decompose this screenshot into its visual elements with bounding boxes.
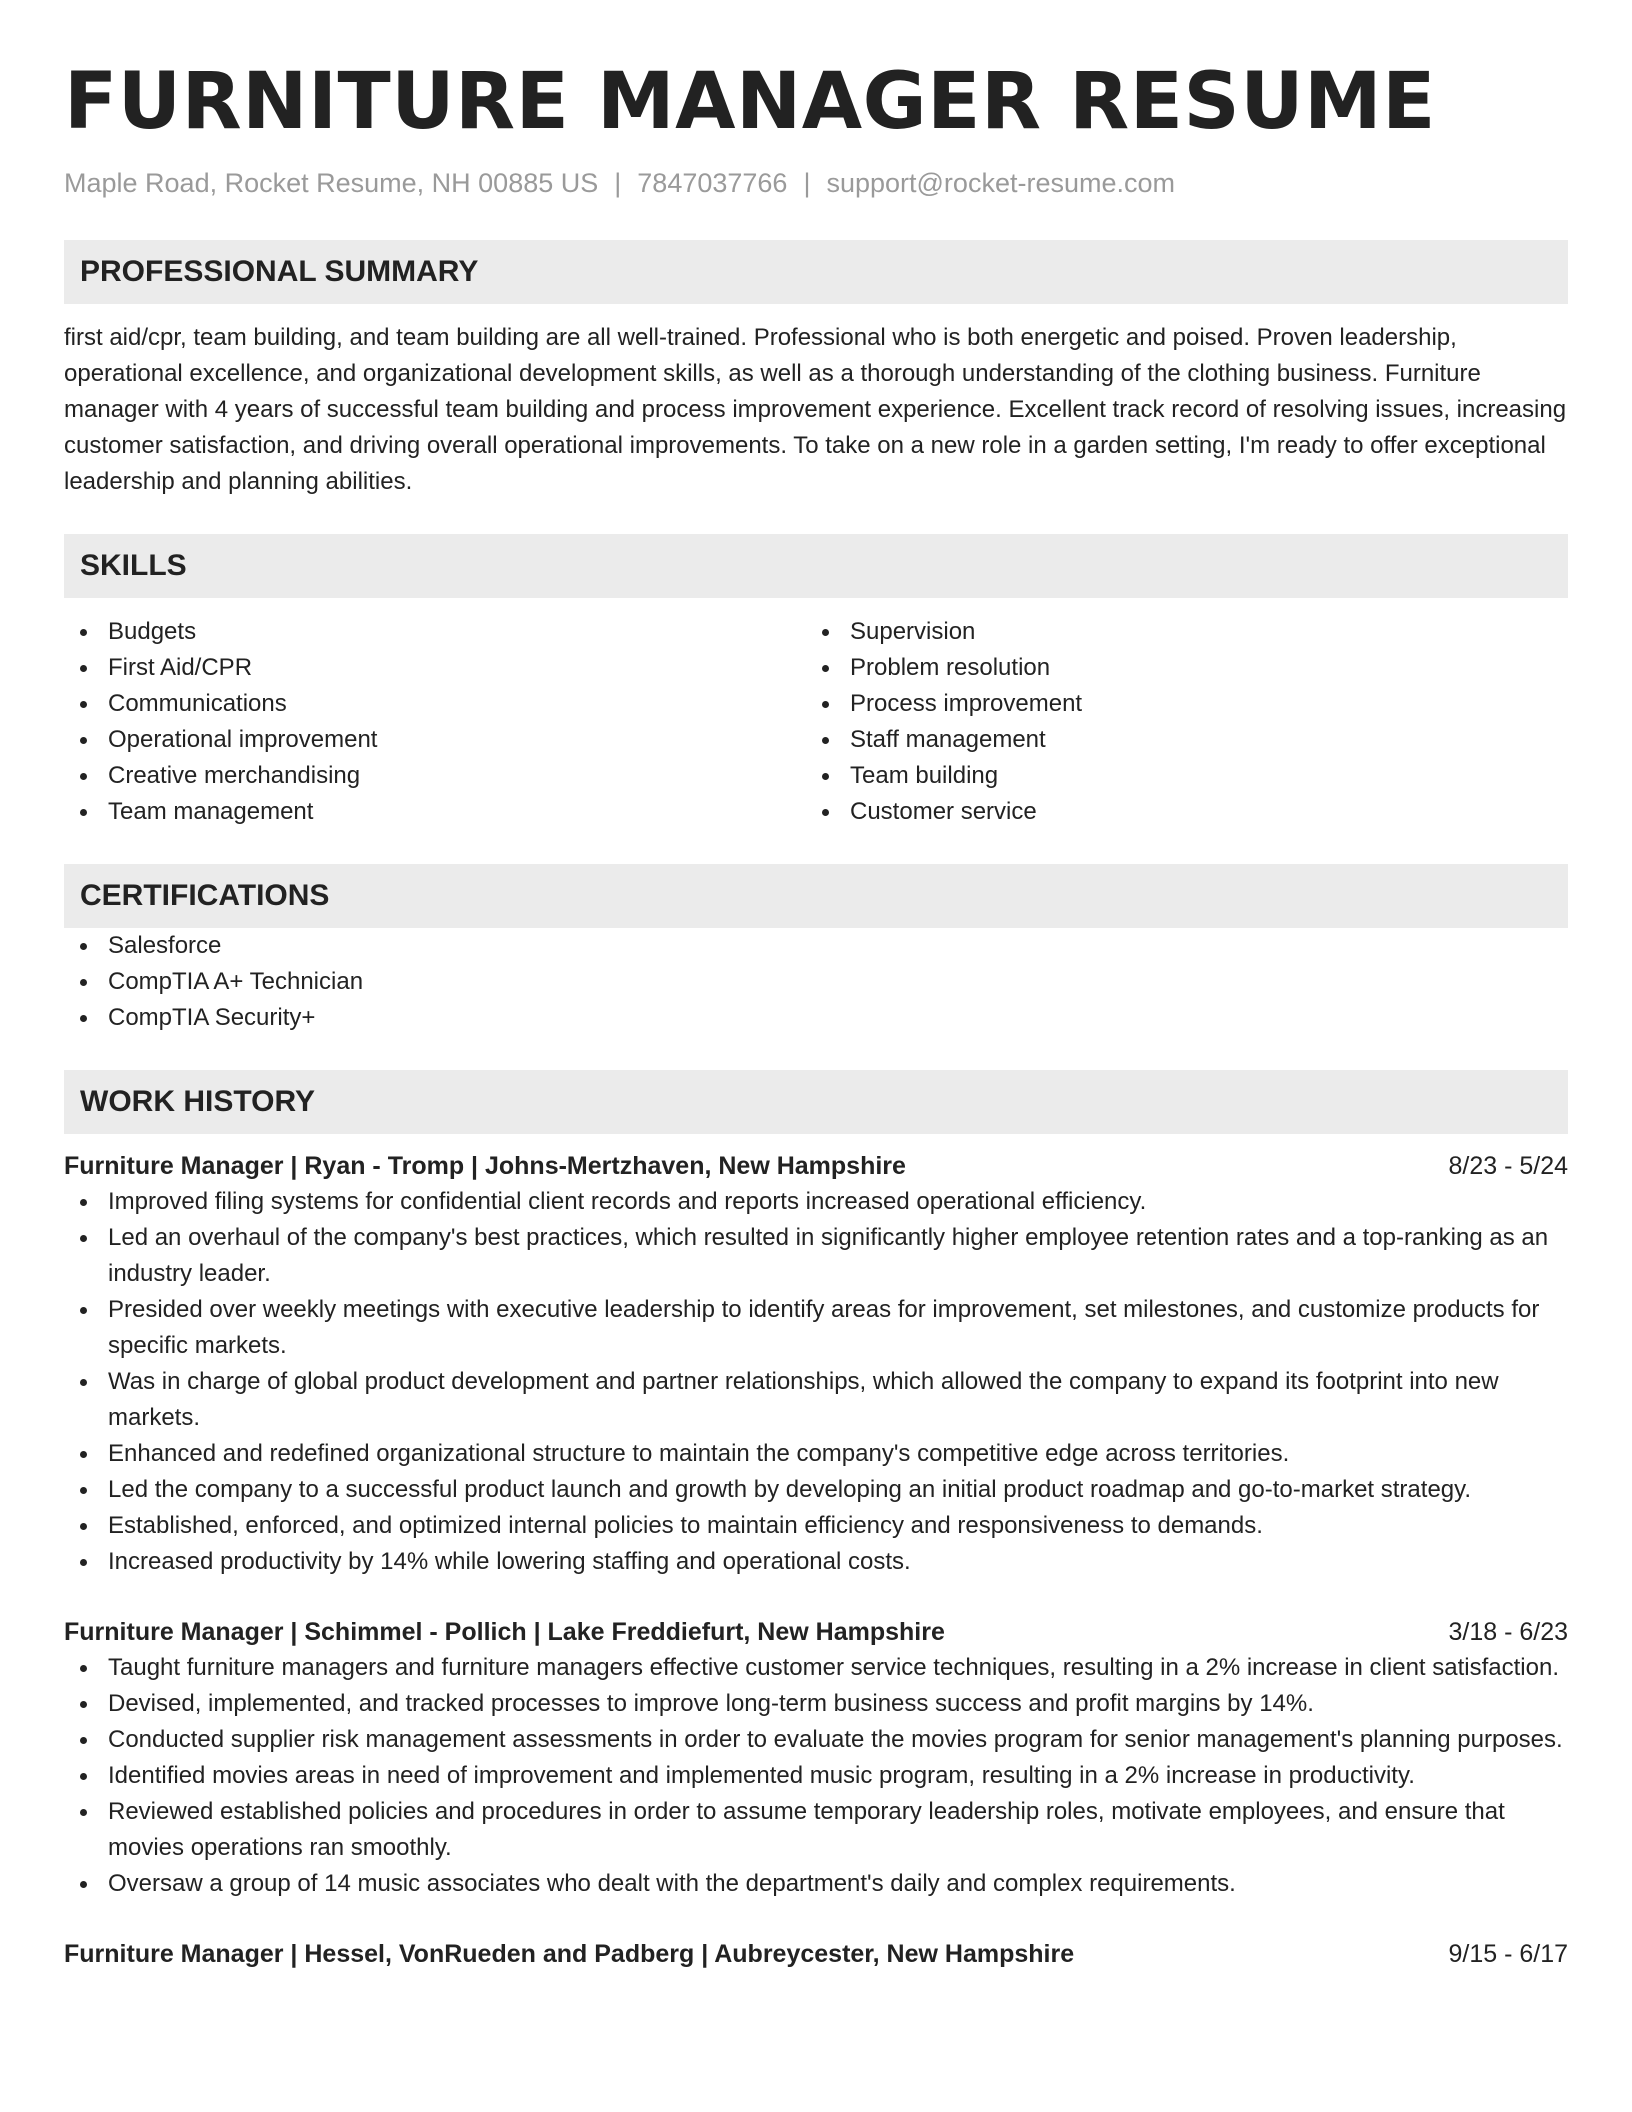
- contact-email: support@rocket-resume.com: [826, 168, 1175, 198]
- job-bullet: Devised, implemented, and tracked processes to improve long-term business success and profit margins by 14%.: [64, 1686, 1568, 1722]
- job-entry: [64, 1148, 1568, 1580]
- job-header: [64, 1614, 1568, 1650]
- job-title: Furniture Manager | Schimmel - Pollich | Lake Freddiefurt, New Hampshire: [64, 1618, 945, 1646]
- skill-item: Operational improvement: [64, 722, 806, 758]
- resume-title: FURNITURE MANAGER RESUME: [64, 57, 1436, 147]
- skill-item: Creative merchandising: [64, 758, 806, 794]
- contact-line: [64, 166, 1568, 200]
- job-header: [64, 1936, 1568, 1972]
- skill-item: Communications: [64, 686, 806, 722]
- job-dates: 8/23 - 5/24: [1448, 1152, 1568, 1180]
- job-bullet: Improved filing systems for confidential client records and reports increased operational efficiency.: [64, 1184, 1568, 1220]
- skill-item: Customer service: [806, 794, 1548, 830]
- skills-list-right: [806, 614, 1548, 830]
- contact-phone: 7847037766: [637, 168, 788, 198]
- job-bullet: Oversaw a group of 14 music associates who dealt with the department's daily and complex requirements.: [64, 1866, 1568, 1902]
- contact-separator: |: [614, 168, 622, 198]
- job-header: [64, 1148, 1568, 1184]
- job-bullet: Enhanced and redefined organizational structure to maintain the company's competitive edge across territories.: [64, 1436, 1568, 1472]
- skills-heading: SKILLS: [64, 534, 1568, 598]
- job-bullet: Was in charge of global product development and partner relationships, which allowed the company to expand its footprint into new markets.: [64, 1364, 1568, 1436]
- job-bullet: Taught furniture managers and furniture managers effective customer service techniques, resulting in a 2% increase in client satisfaction.: [64, 1650, 1568, 1686]
- job-dates: 9/15 - 6/17: [1448, 1940, 1568, 1968]
- job-bullets: [64, 1650, 1568, 1902]
- job-entry: [64, 1614, 1568, 1902]
- certifications-heading: CERTIFICATIONS: [64, 864, 1568, 928]
- job-bullet: Led the company to a successful product launch and growth by developing an initial product roadmap and go-to-market strategy.: [64, 1472, 1568, 1508]
- job-title: Furniture Manager | Ryan - Tromp | Johns-Mertzhaven, New Hampshire: [64, 1152, 906, 1180]
- job-dates: 3/18 - 6/23: [1448, 1618, 1568, 1646]
- job-bullet: Presided over weekly meetings with executive leadership to identify areas for improvement, set milestones, and customize products for specific markets.: [64, 1292, 1568, 1364]
- skills-list-left: [64, 614, 806, 830]
- skills-grid: [64, 614, 1568, 830]
- certification-item: CompTIA Security+: [64, 1000, 1568, 1036]
- certification-item: Salesforce: [64, 928, 1568, 964]
- job-title: Furniture Manager | Hessel, VonRueden and Padberg | Aubreycester, New Hampshire: [64, 1940, 1075, 1968]
- job-bullets: [64, 1184, 1568, 1580]
- skill-item: Budgets: [64, 614, 806, 650]
- job-bullet: Led an overhaul of the company's best practices, which resulted in significantly higher employee retention rates and a top-ranking as an industry leader.: [64, 1220, 1568, 1292]
- certifications-list: [64, 928, 1568, 1036]
- job-bullet: Conducted supplier risk management assessments in order to evaluate the movies program for senior management's planning purposes.: [64, 1722, 1568, 1758]
- skill-item: First Aid/CPR: [64, 650, 806, 686]
- contact-address: Maple Road, Rocket Resume, NH 00885 US: [64, 168, 599, 198]
- contact-separator: |: [803, 168, 811, 198]
- job-bullet: Identified movies areas in need of improvement and implemented music program, resulting in a 2% increase in productivity.: [64, 1758, 1568, 1794]
- summary-text: first aid/cpr, team building, and team building are all well-trained. Professional who is both energetic and poised. Proven leadership, operational excellence, and organizational development skills, as well as a thorough understanding of the clothing business. Furniture manager with 4 years of successful team building and process improvement experience. Excellent track record of resolving issues, increasing customer satisfaction, and driving overall operational improvements. To take on a new role in a garden setting, I'm ready to offer exceptional leadership and planning abilities.: [64, 324, 1567, 495]
- skill-item: Process improvement: [806, 686, 1548, 722]
- work-history-heading: WORK HISTORY: [64, 1070, 1568, 1134]
- resume-page: [64, 0, 1568, 1972]
- job-entry: [64, 1936, 1568, 1972]
- skill-item: Team building: [806, 758, 1548, 794]
- skill-item: Staff management: [806, 722, 1548, 758]
- skill-item: Supervision: [806, 614, 1548, 650]
- skill-item: Problem resolution: [806, 650, 1548, 686]
- job-bullet: Reviewed established policies and procedures in order to assume temporary leadership roles, motivate employees, and ensure that movies operations ran smoothly.: [64, 1794, 1568, 1866]
- job-bullet: Established, enforced, and optimized internal policies to maintain efficiency and responsiveness to demands.: [64, 1508, 1568, 1544]
- skill-item: Team management: [64, 794, 806, 830]
- job-bullet: Increased productivity by 14% while lowering staffing and operational costs.: [64, 1544, 1568, 1580]
- certification-item: CompTIA A+ Technician: [64, 964, 1568, 1000]
- summary-heading: PROFESSIONAL SUMMARY: [64, 240, 1568, 304]
